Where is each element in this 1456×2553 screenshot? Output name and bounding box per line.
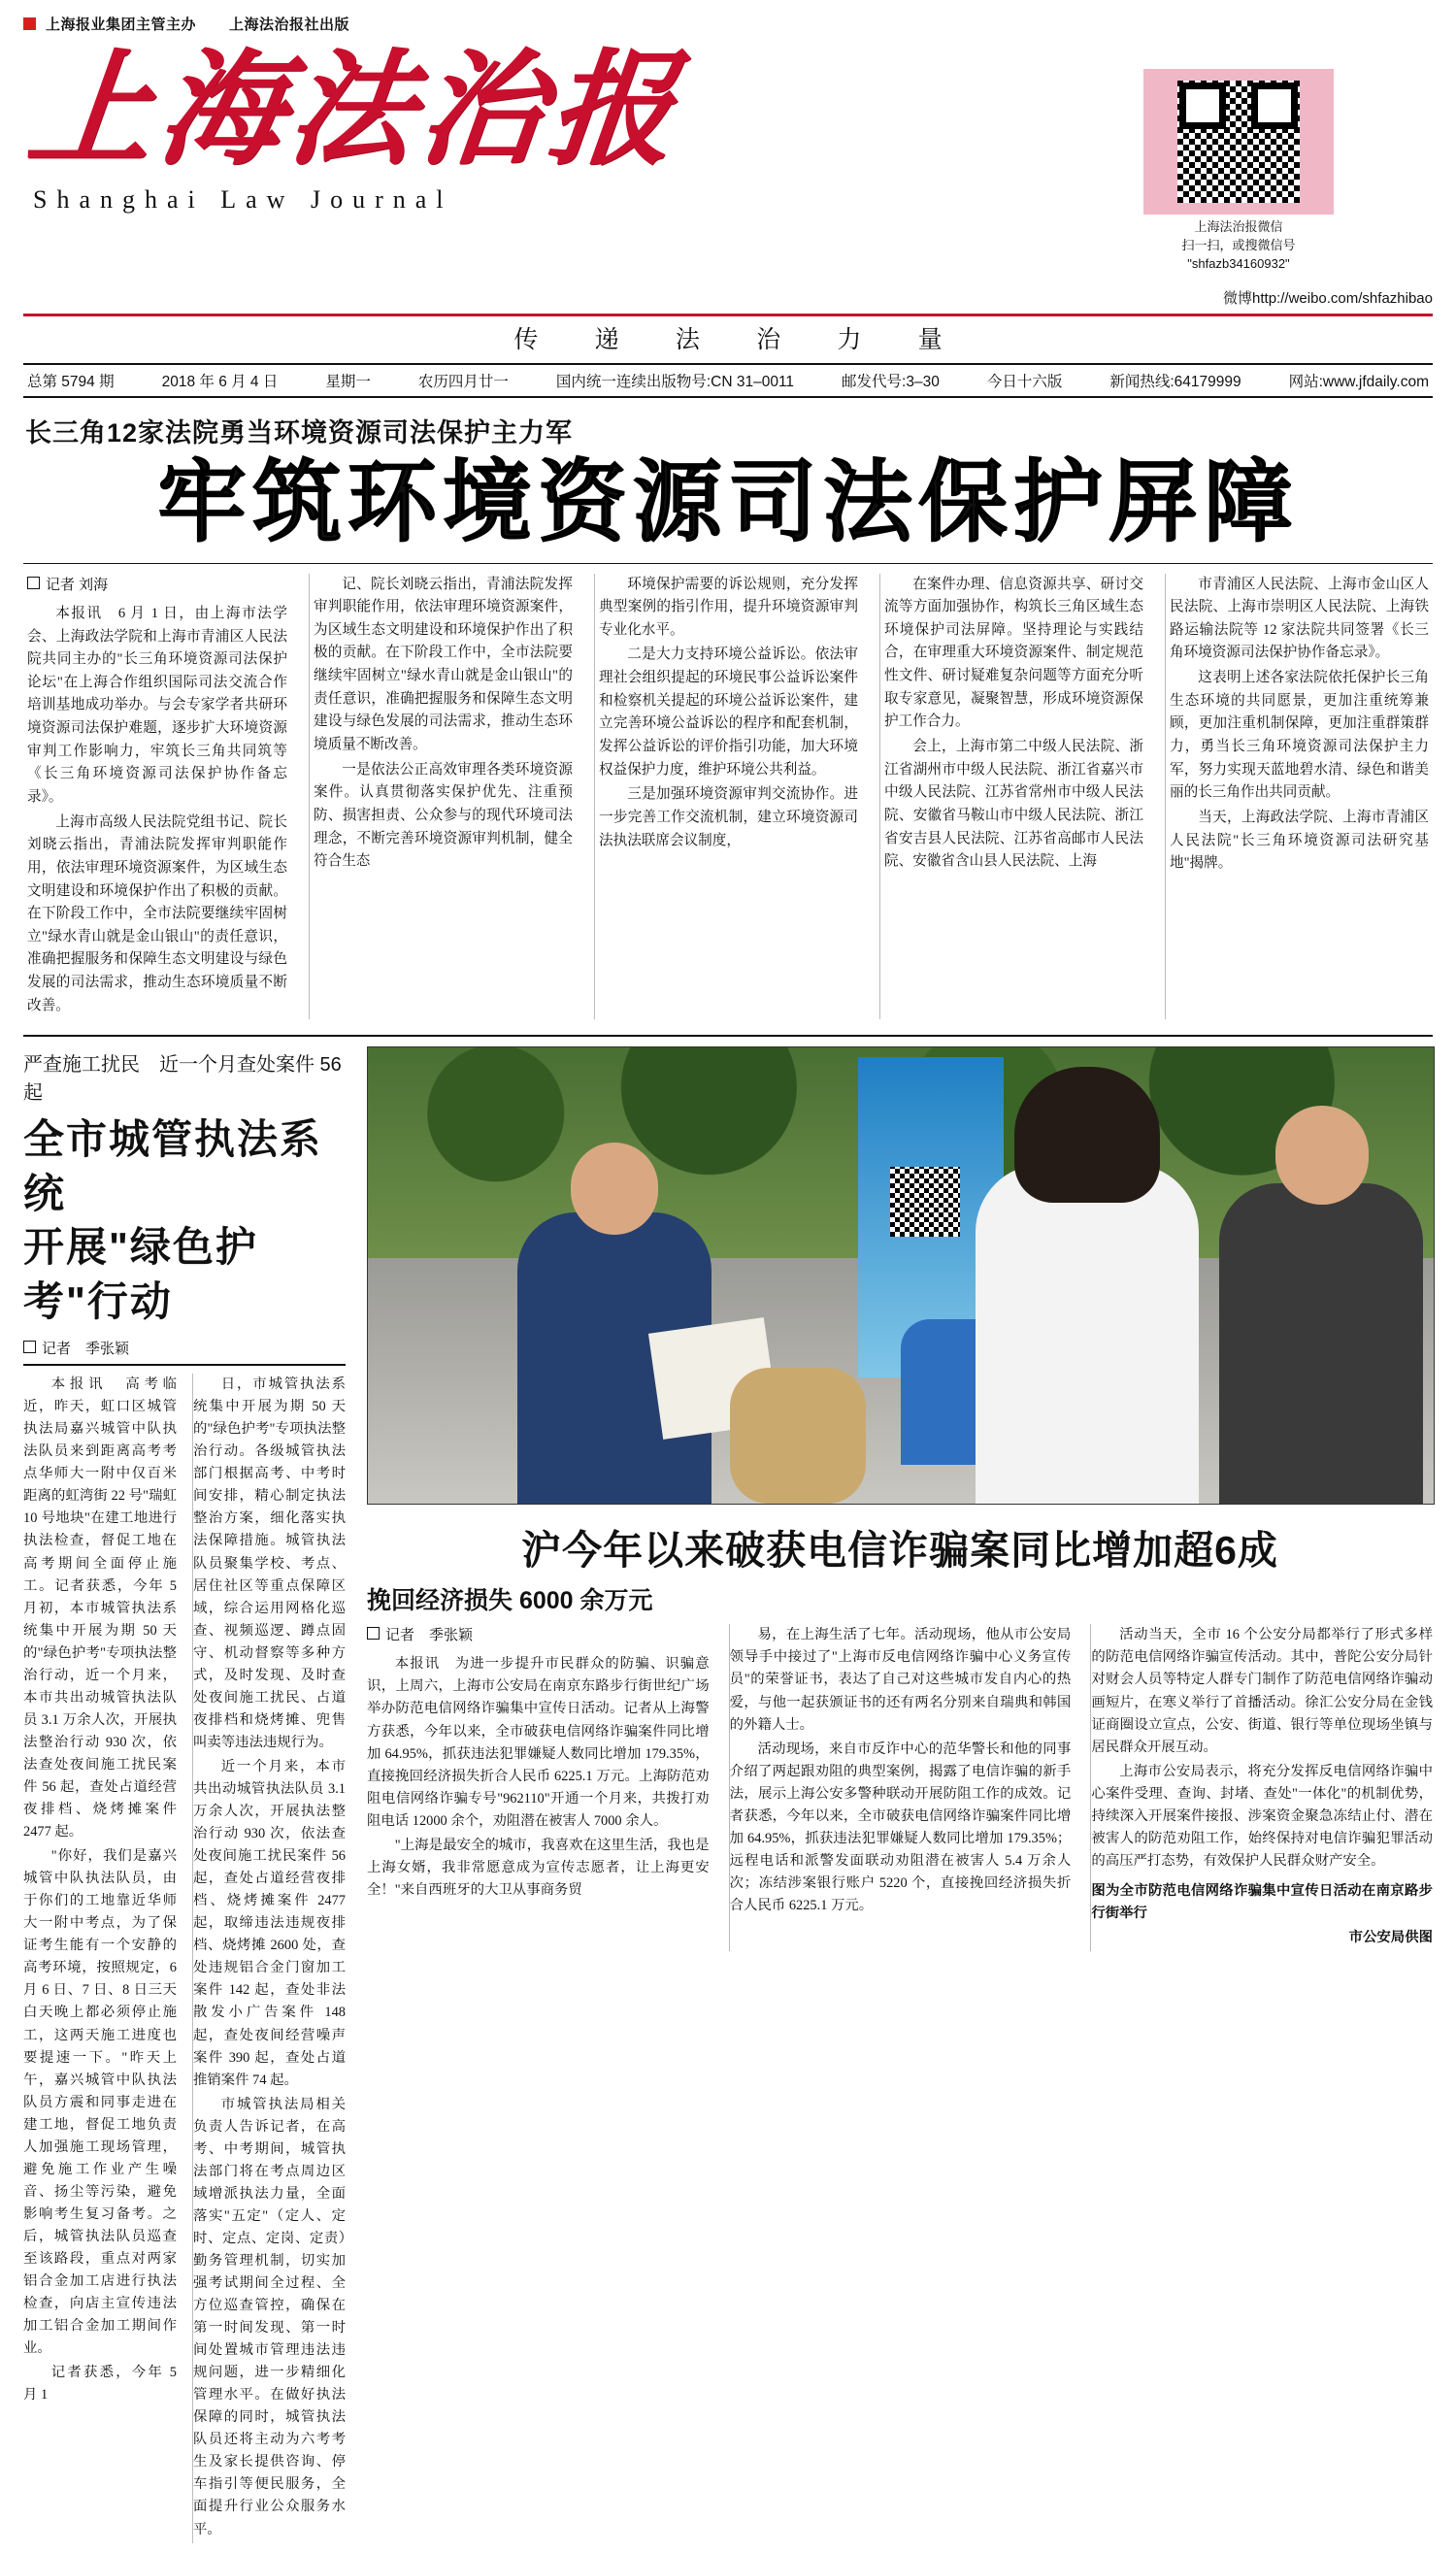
paragraph: "你好，我们是嘉兴城管中队执法队员，由于你们的工地靠近华师大一附中考点，为了保证考生能有一个安静的高考环境，按照规定，6 月 6 日、7 日、8 日三天白天晚上都必须停止施工，这两天施工进度也要提速一下。"昨天上午，嘉兴城管中队执法队员方震和同事走进在建工地，督促工地负责人加强施工现场管理，避免施工作业产生噪音、扬尘等污染，避免影响考生复习备考。之后，城管执法队员巡查至该路段，重点对两家铝合金加工店进行执法检查，向店主宣传违法加工铝合金加工期间作业。 xyxy=(23,1848,177,2357)
photo-woman xyxy=(976,1164,1199,1504)
left-column-2 xyxy=(192,1374,346,2542)
byline-box-icon xyxy=(27,577,40,589)
qr-caption-line1: 上海法治报微信 xyxy=(1194,219,1283,234)
paper-title: 上海法治报 xyxy=(21,42,687,180)
paragraph: 在案件办理、信息资源共享、研讨交流等方面加强协作，构筑长三角区域生态环境保护司法屏障。坚持理论与实践结合，在审理重大环境资源案件、制定规范性文件、研讨疑难复杂问题等方面充分听取专家意见，凝聚智慧，形成环境资源保护工作合力。 xyxy=(884,576,1143,730)
paragraph: 上海市公安局表示，将充分发挥反电信网络诈骗中心案件受理、查询、封堵、查处"一体化"的机制优势，持续深入开展案件接报、涉案资金聚急冻结止付、潜在被害人的防范劝阻工作，始终保持对电信诈骗犯罪活动的高压严打态势，有效保护人民群众财产安全。 xyxy=(1091,1763,1433,1869)
lead-headline: 牢筑环境资源司法保护屏障 xyxy=(156,452,1299,552)
issue-number: 总第 5794 期 xyxy=(27,373,115,390)
paragraph: 本报讯 高考临近，昨天，虹口区城管执法局嘉兴城管中队执法队员来到距离高考考点华师大一附中仅百米距离的虹湾街 22 号"瑞虹 10 号地块"在建工地进行执法检查，督促工地在高考期间全面停止施工。记者获悉，今年 5 月初，本市城管执法系统集中开展为期 50 天的"绿色护考"专项执法整治行动，近一个月来，本市共出动城管执法队员 3.1 万余人次，开展执法整治行动 930 次，依法查处夜间施工扰民案件 56 起，查处占道经营夜排档、烧烤摊案件 2477 起。 xyxy=(23,1376,177,1840)
paragraph: 本报讯 6 月 1 日，由上海市法学会、上海政法学院和上海市青浦区人民法院共同主办的"长三角环境资源司法保护论坛"在上海合作组织国际司法交流合作培训基地成功举办。与会专家学者共研环境资源司法保护难题，逐步扩大环境资源审判工作影响力，牢筑长三角共同筑等《长三角环境资源司法保护协作备忘录》。 xyxy=(27,605,287,805)
lead-kicker: 长三角12家法院勇当环境资源司法保护主力军 xyxy=(25,417,574,448)
masthead-left xyxy=(23,40,858,215)
left-byline xyxy=(23,1338,346,1358)
lead-column-4 xyxy=(879,574,1147,1020)
info-bar xyxy=(23,363,1433,398)
right-subhead: 挽回经济损失 6000 余万元 xyxy=(367,1587,653,1615)
right-column-3 xyxy=(1090,1624,1433,1951)
paragraph: 日，市城管执法系统集中开展为期 50 天的"绿色护考"专项执法整治行动。各级城管执法部门根据高考、中考时间安排，精心制定执法整治方案，细化落实执法保障措施。城管执法队员聚集学校、考点、居住社区等重点保障区域，综合运用网格化巡查、视频巡逻、蹲点固守、机动督察等多种方式，及时发现、及时查处夜间施工扰民、占道夜排档和烧烤摊、兜售叫卖等违法违规行为。 xyxy=(193,1376,346,1750)
left-byline-rule xyxy=(23,1364,346,1366)
paragraph: 记、院长刘晓云指出，青浦法院发挥审判职能作用，依法审理环境资源案件，为区域生态文明建设和环境保护作出了积极的贡献。在下阶段工作中，全市法院要继续牢固树立"绿水青山就是金山银山"的责任意识，准确把握服务和保障生态文明建设与绿色发展的司法需求，推动生态环境质量不断改善。 xyxy=(314,576,573,753)
paragraph: 活动当天，全市 16 个公安分局都举行了形式多样的防范电信网络诈骗宣传活动。其中，普陀公安分局针对财会人员等特定人群专门制作了防范电信网络诈骗动画短片，在寒义举行了首播活动。徐汇公安分局在金钱证商圈设立宣点，公安、街道、银行等单位现场坐镇与居民群众开展互动。 xyxy=(1091,1627,1433,1755)
paragraph: 上海市高级人民法院党组书记、院长刘晓云指出，青浦法院发挥审判职能作用，依法审理环境资源案件，为区域生态文明建设和环境保护作出了积极的贡献。在下阶段工作中，全市法院要继续牢固树立"绿水青山就是金山银山"的责任意识，准确把握服务和保障生态文明建设与绿色发展的司法需求，推动生态环境质量不断改善。 xyxy=(27,813,287,1013)
lead-column-3 xyxy=(594,574,862,1020)
paragraph: 一是依法公正高效审理各类环境资源案件。认真贯彻落实保护优先、注重预防、损害担责、公众参与的现代环境司法理念，不断完善环境资源审判机制，健全符合生态 xyxy=(314,761,573,870)
news-hotline: 新闻热线:64179999 xyxy=(1109,373,1241,390)
paragraph: 活动现场，来自市反诈中心的范华警长和他的同事介绍了两起跟劝阻的典型案例，揭露了电信诈骗的新手法，展示上海公安多警种联动开展防阻工作的成效。记者获悉，今年以来，全市破获电信网络诈骗案件同比增加 64.95%，抓获违法犯罪嫌疑人数同比增加 179.35%；远程电话和派警发面联动劝阻潜在被害人 5.4 万余人次；冻结涉案银行账户 5220 个，直接挽回经济损失折合人民币 6225.1 万元。 xyxy=(729,1741,1072,1913)
sponsor-text: 上海报业集团主管主办 xyxy=(46,17,197,33)
red-square-icon xyxy=(23,17,36,30)
lower-section xyxy=(23,1035,1433,2542)
left-body xyxy=(23,1374,346,2542)
lead-column-5 xyxy=(1165,574,1433,1020)
right-headline: 沪今年以来破获电信诈骗案同比增加超6成 xyxy=(521,1528,1278,1574)
paragraph: 这表明上述各家法院依托保护长三角生态环境的共同愿景，更加注重统筹兼顾，更加注重机制保障，更加注重群策群力，勇当长三角环境资源司法保护主力军，努力实现天蓝地碧水清、绿色和谐美丽的长三角作出共同贡献。 xyxy=(1170,670,1429,801)
paragraph: 当天，上海政法学院、上海市青浦区人民法院"长三角环境资源司法研究基地"揭牌。 xyxy=(1170,809,1429,872)
photo-caption: 图为全市防范电信网络诈骗集中宣传日活动在南京路步行街举行 xyxy=(1091,1882,1433,1921)
paper-title-english: Shanghai Law Journal xyxy=(33,185,453,215)
masthead-right xyxy=(1044,40,1433,308)
lead-byline xyxy=(27,574,287,597)
photo-man xyxy=(1219,1183,1423,1504)
lower-right-story xyxy=(367,1046,1433,2542)
paragraph: "上海是最安全的城市，我喜欢在这里生活，我也是上海女婿，我非常愿意成为宣传志愿者，让上海更安全！"来自西班牙的大卫从事商务贸 xyxy=(367,1837,710,1898)
paragraph: 易，在上海生活了七年。活动现场，他从市公安局领导手中接过了"上海市反电信网络诈骗中心义务宣传员"的荣誉证书，表达了自己对这些城市发自内心的热爱，与他一起获颁证书的还有两名分别来自瑞典和韩国的外籍人士。 xyxy=(729,1627,1072,1733)
qr-caption-line3: "shfazb34160932" xyxy=(1187,255,1290,271)
slogan: 传 递 法 治 力 量 xyxy=(513,326,968,353)
right-column-2 xyxy=(729,1624,1072,1951)
lead-byline-text: 记者 刘海 xyxy=(46,576,109,593)
qr-caption-line2: 扫一扫，或搜微信号 xyxy=(1181,237,1296,252)
paragraph: 本报讯 为进一步提升市民群众的防骗、识骗意识，上周六，上海市公安局在南京东路步行街世纪广场举办防范电信网络诈骗集中宣传日活动。记者从上海警方获悉，今年以来，全市破获电信网络诈骗案件同比增加 64.95%，抓获违法犯罪嫌疑人数同比增加 179.35%，直接挽回经济损失折合人民币 6225.1 万元。上海防范劝阻电信网络诈骗专号"962110"开通一个月来，共拨打劝阻电话 12000 余个，劝阻潜在被害人 7000 余人。 xyxy=(367,1656,710,1829)
left-headline xyxy=(23,1112,346,1328)
lead-body xyxy=(23,574,1433,1020)
top-strip xyxy=(23,14,1433,40)
lead-column-1 xyxy=(23,574,291,1020)
paragraph: 市青浦区人民法院、上海市金山区人民法院、上海市崇明区人民法院、上海铁路运输法院等 12 家法院共同签署《长三角环境资源司法保护协作备忘录》。 xyxy=(1170,576,1429,661)
qr-code-icon xyxy=(1177,81,1300,203)
photo-credit: 市公安局供图 xyxy=(1348,1930,1433,1945)
masthead xyxy=(23,40,1433,308)
lead-column-2 xyxy=(309,574,577,1020)
byline-box-icon xyxy=(367,1627,380,1640)
left-headline-line2: 开展"绿色护考"行动 xyxy=(23,1224,258,1324)
paragraph: 会上，上海市第二中级人民法院、浙江省湖州市中级人民法院、浙江省嘉兴市中级人民法院、江苏省常州市中级人民法院、安徽省马鞍山市中级人民法院、浙江省安吉县人民法院、江苏省高邮市人民法院、安徽省含山县人民法院、上海 xyxy=(884,739,1143,870)
right-column-1 xyxy=(367,1624,710,1951)
right-byline xyxy=(367,1624,710,1647)
left-column-1 xyxy=(23,1374,177,2542)
byline-box-icon xyxy=(23,1341,36,1353)
issue-date: 2018 年 6 月 4 日 xyxy=(161,373,279,390)
left-byline-text: 记者 季张颖 xyxy=(42,1341,130,1358)
paragraph: 二是大力支持环境公益诉讼。依法审理社会组织提起的环境民事公益诉讼案件和检察机关提起的环境公益诉讼案件，建立完善环境公益诉讼的程序和配套机制，发挥公益诉讼的评价指引功能，加大环境权益保护力度，维护环境公共利益。 xyxy=(599,647,858,778)
lower-left-story xyxy=(23,1046,346,2542)
red-divider xyxy=(23,314,1433,316)
publisher-text: 上海法治报社出版 xyxy=(229,17,350,33)
news-photo xyxy=(367,1046,1435,1505)
left-kicker: 严查施工扰民 近一个月查处案件 56 起 xyxy=(23,1054,342,1105)
paragraph: 记者获悉，今年 5 月 1 xyxy=(23,2365,177,2404)
weibo-link[interactable]: 微博http://weibo.com/shfazhibao xyxy=(1223,289,1433,307)
page-count: 今日十六版 xyxy=(986,373,1063,390)
right-byline-text: 记者 季张颖 xyxy=(385,1627,474,1644)
post-code: 邮发代号:3–30 xyxy=(842,373,940,390)
paragraph: 环境保护需要的诉讼规则，充分发挥典型案例的指引作用，提升环境资源审判专业化水平。 xyxy=(599,576,858,638)
paragraph: 近一个月来，本市共出动城管执法队员 3.1 万余人次，开展执法整治行动 930 次，依法查处夜间施工扰民案件 56 起，查处占道经营夜排档、烧烤摊案件 2477 起，取缔违法违规夜排档、烧烤摊 2600 处，查处违规铝合金门窗加工案件 142 起，查处非法散发小广告案件 148 起，查处夜间经营噪声案件 390 起，查处占道推销案件 74 起。 xyxy=(193,1758,346,2088)
qr-caption xyxy=(1181,218,1295,274)
paragraph: 三是加强环境资源审判交流协作。进一步完善工作交流机制，建立环境资源司法执法联席会议制度， xyxy=(599,786,858,848)
headline-divider xyxy=(23,563,1433,564)
paragraph: 市城管执法局相关负责人告诉记者，在高考、中考期间，城管执法部门将在考点周边区域增派执法力量，全面落实"五定"（定人、定时、定点、定岗、定责）勤务管理机制，切实加强考试期间全过程、全方位巡查管控，确保在第一时间发现、第一时间处置城市管理违法违规问题，进一步精细化管理水平。在做好执法保障的同时，城管执法队员还将主动为六考考生及家长提供咨询、停车指引等便民服务，全面提升行业公众服务水平。 xyxy=(193,2096,346,2537)
website-link[interactable]: 网站:www.jfdaily.com xyxy=(1288,373,1429,390)
wechat-qr-box[interactable] xyxy=(1143,69,1334,215)
cn-number: 国内统一连续出版物号:CN 31–0011 xyxy=(555,373,795,390)
right-body xyxy=(367,1624,1433,1951)
photo-mascot xyxy=(730,1368,866,1504)
issue-lunar-date: 农历四月廿一 xyxy=(417,373,509,390)
photo-banner-qr-icon xyxy=(890,1167,960,1237)
issue-weekday: 星期一 xyxy=(325,373,371,390)
left-headline-line1: 全市城管执法系统 xyxy=(23,1116,323,1216)
